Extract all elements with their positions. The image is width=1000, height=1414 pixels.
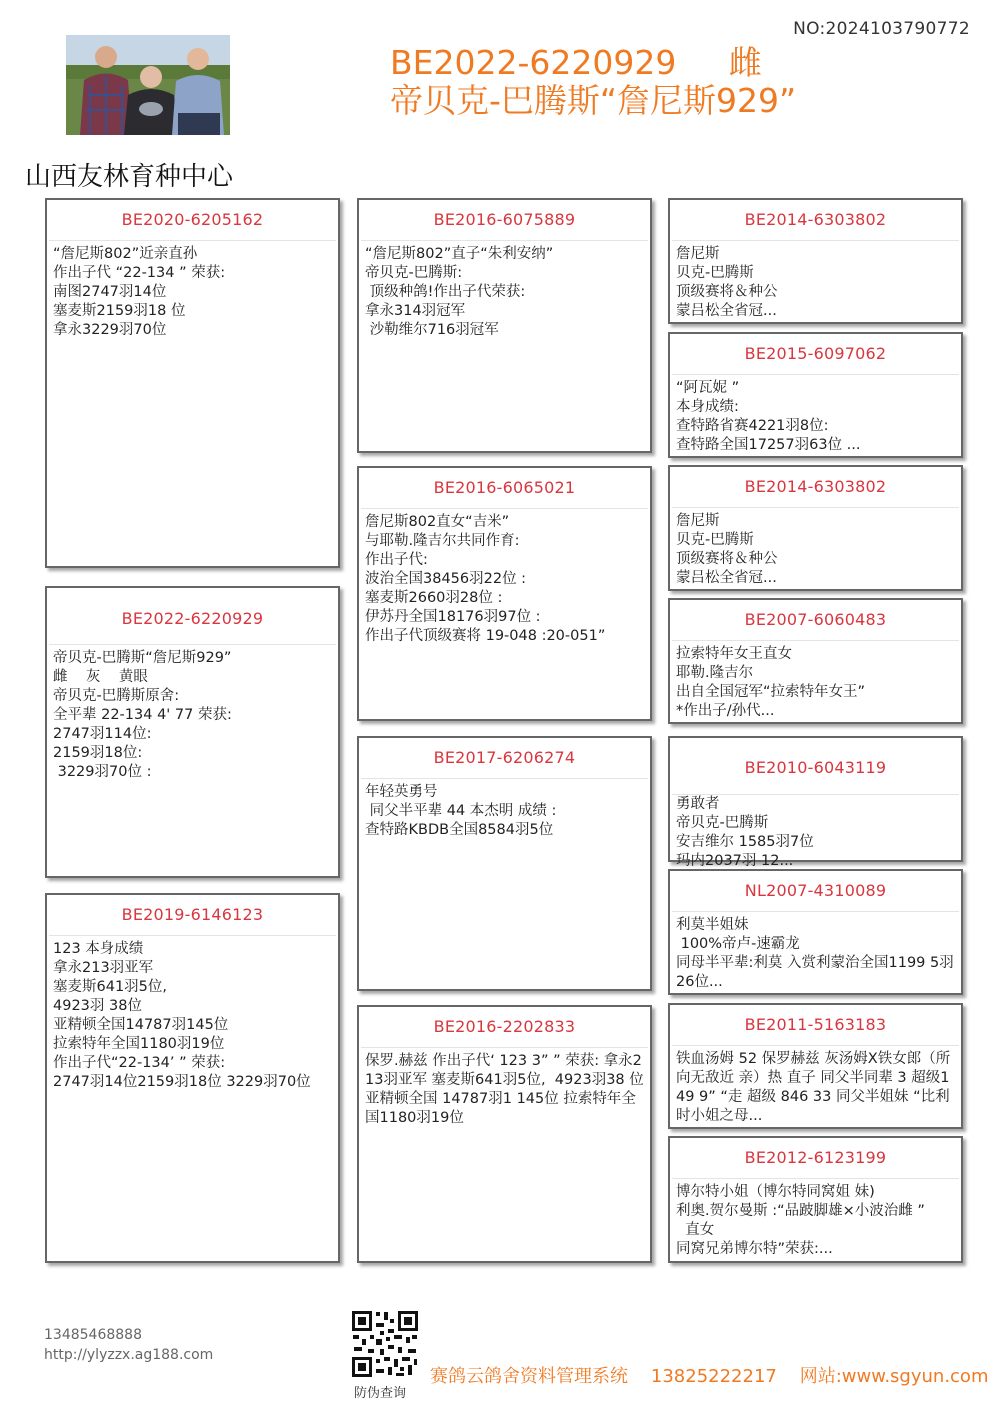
dam-card bbox=[45, 893, 340, 1263]
card-ring-number: BE2022-6220929 bbox=[49, 588, 336, 645]
card-ring-number: BE2016-6065021 bbox=[361, 468, 648, 509]
card-ring-number: BE2020-6205162 bbox=[49, 200, 336, 241]
g3-card-2 bbox=[668, 332, 963, 458]
website-link[interactable]: http://ylyzzx.ag188.com bbox=[44, 1347, 214, 1363]
g3-card-7 bbox=[668, 1003, 963, 1129]
card-text: 勇敢者 帝贝克-巴腾斯 安吉维尔 1585羽7位 玛内2037羽 12... bbox=[676, 796, 814, 869]
card-text: 帝贝克-巴腾斯“詹尼斯929” 雌 灰 黄眼 帝贝克-巴腾斯原舍: 全平辈 22-134 4' 77 荣获: 2747羽114位: 2159羽18位: 3229羽70位 : bbox=[53, 650, 232, 780]
card-ring-number: BE2011-5163183 bbox=[672, 1005, 959, 1046]
phone-number: 13485468888 bbox=[44, 1327, 142, 1343]
card-text: 詹尼斯802直女“吉米” 与耶勒.隆吉尔共同作育: 作出子代: 波治全国38456羽22位 : 塞麦斯2660羽28位 : 伊苏丹全国18176羽97位 : 作出子代顶级赛将 19-048 :20-051” bbox=[365, 514, 606, 644]
system-info-footer: 赛鸽云鸽舍资料管理系统 13825222217 网站:www.sgyun.com bbox=[430, 1366, 989, 1387]
card-ring-number: BE2007-6060483 bbox=[672, 600, 959, 641]
card-ring-number: BE2014-6303802 bbox=[672, 200, 959, 241]
card-text: 拉索特年女王直女 耶勒.隆吉尔 出自全国冠军“拉索特年女王” *作出子/孙代... bbox=[676, 646, 866, 719]
card-ring-number: BE2019-6146123 bbox=[49, 895, 336, 936]
card-ring-number: BE2016-6075889 bbox=[361, 200, 648, 241]
card-text: 保罗.赫兹 作出子代‘ 123 3” ” 荣获: 拿永213羽亚军 塞麦斯641羽5位, 4923羽38 位 亚精顿全国 14787羽1 145位 拉索特年全国1180羽19位 bbox=[365, 1053, 649, 1126]
sire-sire-card bbox=[357, 198, 652, 453]
card-text: 詹尼斯 贝克-巴腾斯 顶级赛将＆种公 蒙吕松全省冠... bbox=[676, 246, 778, 319]
card-ring-number: NL2007-4310089 bbox=[672, 871, 959, 912]
card-text: “詹尼斯802”近亲直孙 作出子代 “22-134 ” 荣获: 南图2747羽14位 塞麦斯2159羽18 位 拿永3229羽70位 bbox=[53, 246, 226, 338]
card-ring-number: BE2012-6123199 bbox=[672, 1138, 959, 1179]
g3-card-8 bbox=[668, 1136, 963, 1263]
qr-code-icon[interactable] bbox=[350, 1309, 420, 1379]
qr-code-label: 防伪查询 bbox=[354, 1386, 407, 1401]
dam-dam-card bbox=[357, 1005, 652, 1263]
g3-card-5 bbox=[668, 736, 963, 869]
g3-card-6 bbox=[668, 869, 963, 995]
card-text: “詹尼斯802”直子“朱利安纳” 帝贝克-巴腾斯: 顶级种鸽!作出子代荣获: 拿永314羽冠军 沙勒维尔716羽冠军 bbox=[365, 246, 554, 338]
sire-card bbox=[45, 198, 340, 568]
sire-dam-card bbox=[357, 466, 652, 721]
contact-info bbox=[44, 1325, 213, 1365]
g3-card-4 bbox=[668, 598, 963, 724]
three-men-holding-pigeon-photo bbox=[66, 35, 230, 135]
card-ring-number: BE2010-6043119 bbox=[672, 738, 959, 795]
card-text: 博尔特小姐（博尔特同窝姐 妹) 利奥.贺尔曼斯 :“品跛脚雄×小波治雌 ” 直女 同窝兄弟博尔特”荣获:... bbox=[676, 1184, 925, 1257]
pigeon-name-title: 帝贝克-巴腾斯“詹尼斯929” bbox=[390, 81, 797, 120]
ring-and-sex-title: BE2022-6220929 雌 bbox=[390, 43, 762, 82]
card-ring-number: BE2015-6097062 bbox=[672, 334, 959, 375]
g3-card-1 bbox=[668, 198, 963, 324]
card-text: 年轻英勇号 同父半平辈 44 本杰明 成绩 : 查特路KBDB全国8584羽5位 bbox=[365, 784, 557, 838]
dam-sire-card bbox=[357, 736, 652, 991]
card-text: “阿瓦妮 ” 本身成绩: 查特路省赛4221羽8位: 查特路全国17257羽63位 ... bbox=[676, 380, 861, 453]
subject-card bbox=[45, 586, 340, 878]
card-text: 利莫半姐妹 100%帝卢-速霸龙 同母半平辈:利莫 入赏利蒙治全国1199 5羽26位... bbox=[676, 917, 954, 990]
card-text: 詹尼斯 贝克-巴腾斯 顶级赛将＆种公 蒙吕松全省冠... bbox=[676, 513, 778, 586]
g3-card-3 bbox=[668, 465, 963, 591]
card-ring-number: BE2016-2202833 bbox=[361, 1007, 648, 1048]
card-text: 123 本身成绩 拿永213羽亚军 塞麦斯641羽5位, 4923羽 38位 亚精顿全国14787羽145位 拉索特年全国1180羽19位 作出子代“22-134’ ” 荣获: 2747羽14位2159羽18位 3229羽70位 bbox=[53, 941, 311, 1090]
card-text: 铁血汤姆 52 保罗赫兹 灰汤姆X铁女郎（所向无敌近 亲）热 直子 同父半同辈 3 超级149 9” “走 超级 846 33 同父半姐妹 “比利时小姐之母... bbox=[676, 1051, 951, 1124]
card-ring-number: BE2017-6206274 bbox=[361, 738, 648, 779]
certificate-number: NO:2024103790772 bbox=[793, 19, 970, 39]
breeder-name: 山西友林育种中心 bbox=[25, 162, 234, 192]
card-ring-number: BE2014-6303802 bbox=[672, 467, 959, 508]
